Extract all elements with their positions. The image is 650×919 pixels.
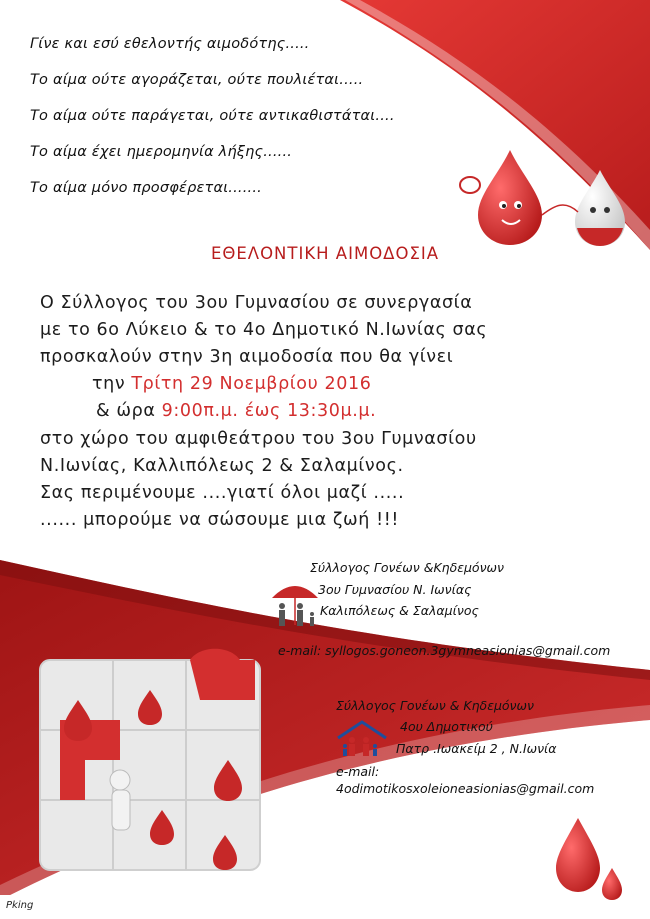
invitation-line: Ν.Ιωνίας, Καλλιπόλεως 2 & Σαλαμίνος. <box>40 456 404 476</box>
invitation-line: στο χώρο του αμφιθεάτρου του 3ου Γυμνασίου <box>40 429 477 449</box>
invitation-line: προσκαλούν στην 3η αιμοδοσία που θα γίνει <box>40 347 454 367</box>
org2-school: 4ου Δημοτικού <box>400 719 493 734</box>
artist-signature: Pking <box>6 900 34 911</box>
slogan-line: Το αίμα ούτε αγοράζεται, ούτε πουλιέται..... <box>30 72 364 88</box>
event-time-line <box>96 401 376 421</box>
event-date-line <box>92 374 371 394</box>
org1-email[interactable]: e-mail: syllogos.goneon.3gymneasionias@gmail.com <box>278 643 611 658</box>
invitation-line: ...... μπορούμε να σώσουμε μια ζωή !!! <box>40 510 399 530</box>
event-time: 9:00π.μ. έως 13:30μ.μ. <box>161 401 377 421</box>
time-prefix: & ώρα <box>96 401 162 421</box>
org2-address: Πατρ .Ιωακείμ 2 , Ν.Ιωνία <box>396 741 557 756</box>
slogan-line: Το αίμα μόνο προσφέρεται....... <box>30 180 262 196</box>
org2-email-label: e-mail: <box>336 764 380 779</box>
page-title: ΕΘΕΛΟΝΤΙΚΗ ΑΙΜΟΔΟΣΙΑ <box>210 244 440 263</box>
event-date: Τρίτη 29 Νοεμβρίου 2016 <box>131 374 372 394</box>
org1-address: Καλιπόλεως & Σαλαμίνος <box>320 603 479 618</box>
org2-name: Σύλλογος Γονέων & Κηδεμόνων <box>336 698 534 713</box>
slogan-line: Το αίμα ούτε παράγεται, ούτε αντικαθιστάται.... <box>30 108 395 124</box>
puzzle-graphic <box>40 649 260 870</box>
slogan-line: Το αίμα έχει ημερομηνία λήξης...... <box>30 144 293 160</box>
date-prefix: την <box>92 374 132 394</box>
org2-email[interactable]: 4odimotikosxoleioneasionias@gmail.com <box>336 781 595 796</box>
invitation-line: Σας περιμένουμε ....γιατί όλοι μαζί ..... <box>40 483 405 503</box>
org1-school: 3ου Γυμνασίου Ν. Ιωνίας <box>318 582 472 597</box>
org1-name: Σύλλογος Γονέων &Κηδεμόνων <box>310 560 505 575</box>
bottom-right-drops <box>556 818 622 900</box>
invitation-line: Ο Σύλλογος του 3ου Γυμνασίου σε συνεργασία <box>40 293 473 313</box>
slogan-line: Γίνε και εσύ εθελοντής αιμοδότης..... <box>30 36 310 52</box>
invitation-line: με το 6ο Λύκειο & το 4ο Δημοτικό Ν.Ιωνίας σας <box>40 320 488 340</box>
